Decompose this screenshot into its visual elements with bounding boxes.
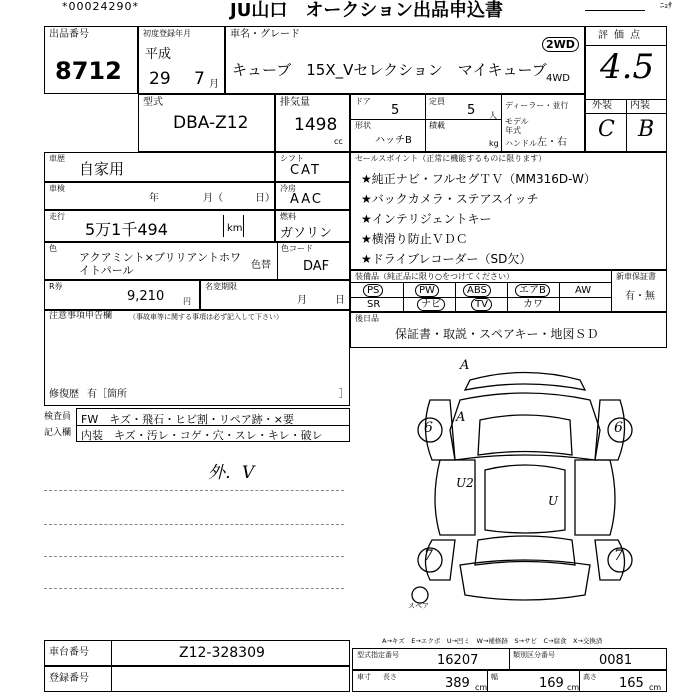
- equipment-navi: ナビ: [417, 298, 445, 311]
- shape-value: ハッチB: [375, 135, 412, 146]
- fuel-label: 燃料: [280, 212, 296, 221]
- form-title: JU山口 オークション出品申込書: [230, 0, 503, 21]
- chassis-value: Z12-328309: [179, 645, 265, 661]
- usage-box: [44, 152, 275, 182]
- recycle-unit: 円: [183, 297, 191, 306]
- fuel-box: [275, 210, 350, 242]
- damage-legend: A→キズ E→エクボ U→凹ミ W→補修跡 S→サビ C→腐食 X→交換済: [382, 637, 603, 645]
- grade-score: 4.5: [600, 47, 655, 87]
- inspection-month-unit: 月（: [203, 193, 223, 204]
- spec-box: [350, 94, 585, 152]
- reg-number-box: [44, 666, 350, 692]
- dims-length-unit: cm: [475, 683, 488, 692]
- designation-box: [352, 648, 667, 670]
- inspector-label-1: 検査員: [44, 412, 72, 422]
- load-unit: kg: [489, 139, 499, 148]
- repair-history-label: 修復歴: [49, 389, 79, 400]
- drive-4wd: 4WD: [546, 73, 570, 84]
- grade-label: 評価点: [598, 30, 646, 41]
- capacity-label: 定員: [429, 97, 445, 106]
- displacement-value: 1498: [294, 115, 338, 135]
- displacement-label: 排気量: [280, 97, 310, 108]
- lot-number: 8712: [55, 57, 122, 85]
- registration-box: [138, 26, 225, 94]
- equipment-tv: TV: [471, 298, 492, 311]
- sales-item-4: ★横滑り防止ＶＤＣ: [361, 232, 468, 246]
- inspection-day-unit: 日）: [255, 193, 275, 204]
- equipment-airbag: エアB: [515, 284, 550, 297]
- drive-2wd-text: 2WD: [546, 38, 575, 51]
- diagram-mark-4: U: [548, 494, 559, 508]
- model-year-label: モデル年式: [505, 117, 529, 135]
- barcode-number: *00024290*: [62, 0, 139, 13]
- lot-box: [44, 26, 138, 94]
- handle-label: ハンドル: [505, 139, 537, 148]
- accessories-label: 後日品: [355, 314, 379, 323]
- registration-month-unit: 月: [209, 79, 219, 90]
- displacement-unit: cc: [334, 137, 343, 146]
- lot-label: 出品番号: [49, 29, 89, 40]
- model-box: [225, 26, 585, 94]
- inspector-label-2: 記入欄: [44, 428, 72, 438]
- repair-history-close: ］: [339, 389, 349, 400]
- accessories-value: 保証書・取説・スペアキー・地図ＳＤ: [395, 327, 599, 341]
- mileage-unit: km: [227, 223, 243, 234]
- title-deadline-day: 日: [335, 295, 345, 306]
- equipment-box: [350, 270, 667, 312]
- sales-points-label: セールスポイント（正常に機能するものに限ります）: [355, 154, 547, 163]
- handwritten-note: 外．V: [208, 463, 255, 483]
- notes-box: [44, 310, 350, 406]
- notes-sub: （事故車等に関する事項は必ず記入して下さい）: [129, 313, 283, 321]
- aircon-box: [275, 182, 350, 210]
- model-label: 車名・グレード: [230, 29, 300, 40]
- shift-value: CAT: [290, 163, 321, 178]
- dims-height-unit: cm: [649, 683, 662, 692]
- diagram-mark-5: 6: [424, 420, 433, 436]
- registration-era: 平成: [145, 47, 172, 62]
- usage-label: 車歴: [49, 154, 65, 163]
- color-code-label: 色コード: [281, 244, 313, 253]
- aircon-value: AAC: [290, 192, 323, 207]
- color-label: 色: [49, 244, 57, 253]
- grade-box: [585, 26, 667, 152]
- usage-value: 自家用: [79, 160, 125, 178]
- equipment-sr: SR: [367, 299, 381, 310]
- reg-number-label: 登録番号: [49, 673, 89, 684]
- shift-label: シフト: [280, 154, 304, 163]
- handle-options: 左・右: [537, 137, 567, 148]
- doors-value: 5: [391, 103, 400, 118]
- title-deadline-month: 月: [297, 295, 307, 306]
- title-deadline-label: 名変期限: [205, 282, 237, 291]
- equipment-pw: PW: [415, 284, 439, 297]
- category-value: 0081: [599, 653, 633, 668]
- inspection-box: [44, 182, 275, 210]
- color-value: アクアミント×ブリリアントホワイトパール: [79, 251, 242, 277]
- registration-label: 初度登録年月: [143, 29, 191, 38]
- diagram-mark-1: A: [460, 358, 470, 373]
- sales-item-3: ★インテリジェントキー: [361, 212, 492, 226]
- dims-height: 165: [619, 676, 644, 691]
- dims-width: 169: [539, 676, 564, 691]
- diagram-mark-8: 7: [614, 548, 623, 564]
- dims-box: [352, 670, 667, 692]
- shape-label: 形状: [355, 121, 371, 130]
- diagram-mark-7: 7: [424, 548, 433, 564]
- notes-label: 注意事項申告欄: [49, 311, 113, 321]
- designation-label: 型式指定番号: [357, 651, 399, 659]
- dims-label: 車寸: [357, 673, 371, 681]
- exterior-label: 外装: [592, 100, 612, 111]
- capacity-unit: 人: [489, 111, 497, 120]
- title-deadline-box: [200, 280, 350, 310]
- corner-text: ﾆｮｻ: [660, 1, 672, 10]
- mileage-value: 5万1千494: [85, 220, 168, 239]
- displacement-box: [275, 94, 350, 152]
- capacity-value: 5: [467, 103, 476, 118]
- car-damage-diagram: [400, 360, 650, 620]
- type-box: [138, 94, 275, 152]
- type-value: DBA-Z12: [173, 113, 249, 133]
- sales-item-2: ★バックカメラ・ステアスイッチ: [361, 192, 539, 206]
- inspector-interior-row: 内装 キズ・汚レ・コゲ・穴・スレ・キレ・破レ: [81, 429, 323, 442]
- aircon-label: 冷房: [280, 184, 296, 193]
- drive-2wd: [542, 37, 579, 52]
- color-change-label: 色替: [251, 260, 271, 271]
- accessories-box: [350, 312, 667, 348]
- sales-item-1: ★純正ナビ・フルセグＴＶ（MM316D-W）: [361, 172, 596, 186]
- fuel-value: ガソリン: [280, 226, 333, 241]
- registration-month: 7: [194, 69, 205, 89]
- shift-box: [275, 152, 350, 182]
- dims-width-label: 幅: [491, 673, 498, 681]
- equipment-aw: AW: [575, 285, 592, 296]
- category-label: 類別区分番号: [513, 651, 555, 659]
- type-label: 型式: [143, 97, 163, 108]
- recycle-label: R券: [49, 282, 63, 291]
- dims-width-unit: cm: [567, 683, 580, 692]
- interior-grade: B: [638, 117, 655, 142]
- interior-label: 内装: [630, 100, 650, 111]
- model-name: キューブ 15X_Vセレクション マイキューブ: [232, 61, 547, 79]
- chassis-box: [44, 640, 350, 666]
- load-label: 積載: [429, 121, 445, 130]
- registration-year: 29: [149, 69, 171, 89]
- dims-length-label: 長さ: [383, 673, 397, 681]
- spare-label: スペア: [408, 602, 429, 610]
- mileage-box: [44, 210, 275, 242]
- sales-item-5: ★ドライブレコーダー（SD欠）: [361, 252, 532, 266]
- doors-label: ドア: [355, 97, 371, 106]
- diagram-mark-3: U2: [456, 476, 474, 490]
- inspection-year-unit: 年: [149, 193, 159, 204]
- dealer-label: ディーラー・並行: [505, 101, 569, 110]
- newcar-value: 有・無: [625, 291, 655, 302]
- equipment-abs: ABS: [463, 284, 491, 297]
- color-box: [44, 242, 350, 280]
- equipment-leather: カワ: [523, 299, 543, 310]
- chassis-label: 車台番号: [49, 647, 89, 658]
- dims-height-label: 高さ: [583, 673, 597, 681]
- diagram-mark-6: 6: [614, 420, 623, 436]
- newcar-label: 新車保証書: [616, 272, 656, 281]
- diagram-mark-2: A: [456, 410, 466, 425]
- repair-history-value: 有［箇所: [87, 389, 127, 400]
- designation-value: 16207: [437, 653, 479, 668]
- sales-points-box: [350, 152, 667, 270]
- equipment-ps: PS: [363, 284, 383, 297]
- color-code: DAF: [303, 259, 330, 274]
- recycle-value: 9,210: [127, 289, 165, 304]
- recycle-box: [44, 280, 200, 310]
- mileage-label: 走行: [49, 212, 65, 221]
- equipment-label: 装備品（純正品に限り○をつけてください）: [355, 272, 514, 281]
- inspector-fw-row: FW キズ・飛石・ヒビ割・リペア跡・×要: [81, 413, 294, 426]
- inspection-label: 車検: [49, 184, 65, 193]
- inspector-box: [76, 408, 350, 442]
- exterior-grade: C: [598, 117, 615, 142]
- dims-length: 389: [445, 676, 470, 691]
